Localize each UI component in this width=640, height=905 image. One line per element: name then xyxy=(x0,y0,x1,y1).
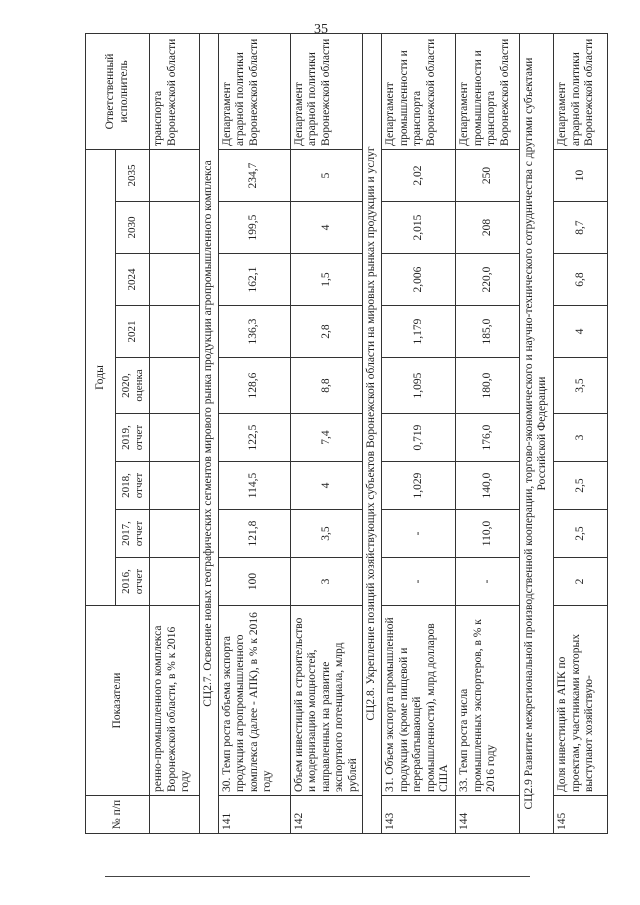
row-value: 122,5 xyxy=(218,414,290,462)
row-value: - xyxy=(381,510,455,558)
row-indicator: Доля инвестиций в АПК по проектам, участниками которых выступают хозяйствую- xyxy=(553,606,607,796)
header-year: 2016, отчет xyxy=(116,558,150,606)
header-year: 2020, оценка xyxy=(116,358,150,414)
row-value: 136,3 xyxy=(218,306,290,358)
row-value: 110,0 xyxy=(455,510,519,558)
row-responsible: Департамент аграрной политики Воронежской области xyxy=(290,34,363,150)
row-value: 3,5 xyxy=(553,358,607,414)
header-responsible: Ответственный исполнитель xyxy=(86,34,150,150)
row-responsible: Департамент аграрной политики Воронежской области xyxy=(553,34,607,150)
header-year: 2019, отчет xyxy=(116,414,150,462)
row-num: 141 xyxy=(218,796,290,834)
header-year: 2035 xyxy=(116,150,150,202)
page-number: 35 xyxy=(314,22,328,37)
row-value: 208 xyxy=(455,202,519,254)
row-indicator: 30. Темп роста объема экспорта продукции агропромышленного комплекса (далее - АПК), в % к 2016 году xyxy=(218,606,290,796)
header-year: 2030 xyxy=(116,202,150,254)
row-value: 5 xyxy=(290,150,363,202)
row-value xyxy=(150,306,200,358)
row-num: 145 xyxy=(553,796,607,834)
header-year: 2024 xyxy=(116,254,150,306)
row-value: - xyxy=(455,558,519,606)
row-indicator: Объем инвестиций в строительство и модернизацию мощностей, направленных на развитие экспортного потенциала, млрд рублей xyxy=(290,606,363,796)
row-value xyxy=(150,358,200,414)
table-row xyxy=(455,34,519,834)
row-indicator: 33. Темп роста числа промышленных экспортеров, в % к 2016 году xyxy=(455,606,519,796)
header-row-top xyxy=(86,34,116,834)
row-value: 2,02 xyxy=(381,150,455,202)
row-value: 3 xyxy=(290,558,363,606)
bottom-rule xyxy=(105,876,530,877)
row-value: 2,006 xyxy=(381,254,455,306)
row-responsible: Департамент промышленности и транспорта Воронежской области xyxy=(381,34,455,150)
rotated-table-frame xyxy=(85,34,595,834)
row-value: 220,0 xyxy=(455,254,519,306)
row-value: 2 xyxy=(553,558,607,606)
row-value: 4 xyxy=(290,202,363,254)
section-row xyxy=(363,34,382,834)
row-indicator: ренно-промышленного комплекса Воронежской области, в % к 2016 году xyxy=(150,606,200,796)
header-years: Годы xyxy=(86,150,116,606)
row-value: - xyxy=(381,558,455,606)
row-value: 7,4 xyxy=(290,414,363,462)
table-row xyxy=(150,34,200,834)
row-value xyxy=(150,462,200,510)
row-num xyxy=(150,796,200,834)
row-value: 140,0 xyxy=(455,462,519,510)
row-responsible: Департамент аграрной политики Воронежской области xyxy=(218,34,290,150)
table-row xyxy=(290,34,363,834)
row-num: 143 xyxy=(381,796,455,834)
table-row xyxy=(218,34,290,834)
row-value: 2,015 xyxy=(381,202,455,254)
row-value: 2,5 xyxy=(553,510,607,558)
row-value: 10 xyxy=(553,150,607,202)
header-year: 2021 xyxy=(116,306,150,358)
row-value: 1,029 xyxy=(381,462,455,510)
section-title: СЦ2.7. Освоение новых географических сегментов мирового рынка продукции агропромышленного комплекса xyxy=(200,34,219,834)
row-indicator: 31. Объем экспорта промышленной продукции (кроме пищевой и перерабатывающей промышленности), млрд долларов США xyxy=(381,606,455,796)
row-value: 1,095 xyxy=(381,358,455,414)
row-value xyxy=(150,150,200,202)
row-value: 114,5 xyxy=(218,462,290,510)
row-value: 8,7 xyxy=(553,202,607,254)
row-responsible: транспорта Воронежской области xyxy=(150,34,200,150)
section-title: СЦ2.9 Развитие межрегиональной производственной кооперации, торгово-экономического и научно-технического сотрудничества с другими субъектами Российской Федерации xyxy=(519,34,553,834)
row-value: 0,719 xyxy=(381,414,455,462)
row-value xyxy=(150,414,200,462)
table-row xyxy=(553,34,607,834)
section-row xyxy=(200,34,219,834)
row-value: 121,8 xyxy=(218,510,290,558)
section-row xyxy=(519,34,553,834)
row-value: 234,7 xyxy=(218,150,290,202)
row-value: 162,1 xyxy=(218,254,290,306)
row-value xyxy=(150,202,200,254)
row-value: 1,5 xyxy=(290,254,363,306)
table-row xyxy=(381,34,455,834)
row-value: 250 xyxy=(455,150,519,202)
row-value: 4 xyxy=(553,306,607,358)
row-responsible: Департамент промышленности и транспорта Воронежской области xyxy=(455,34,519,150)
row-num: 144 xyxy=(455,796,519,834)
row-value: 6,8 xyxy=(553,254,607,306)
row-value xyxy=(150,558,200,606)
row-value: 1,179 xyxy=(381,306,455,358)
row-value xyxy=(150,510,200,558)
row-value xyxy=(150,254,200,306)
row-value: 128,6 xyxy=(218,358,290,414)
row-num: 142 xyxy=(290,796,363,834)
header-indicators: Показатели xyxy=(86,606,150,796)
section-title: СЦ2.8. Укрепление позиций хозяйствующих субъектов Воронежской области на мировых рынках продукции и услуг xyxy=(363,34,382,834)
row-value: 100 xyxy=(218,558,290,606)
row-value: 2,5 xyxy=(553,462,607,510)
row-value: 4 xyxy=(290,462,363,510)
row-value: 185,0 xyxy=(455,306,519,358)
header-num: № п/п xyxy=(86,796,150,834)
indicators-table xyxy=(85,33,608,834)
row-value: 3 xyxy=(553,414,607,462)
row-value: 2,8 xyxy=(290,306,363,358)
header-year: 2018, отчет xyxy=(116,462,150,510)
header-year: 2017, отчет xyxy=(116,510,150,558)
row-value: 199,5 xyxy=(218,202,290,254)
row-value: 3,5 xyxy=(290,510,363,558)
row-value: 180,0 xyxy=(455,358,519,414)
row-value: 176,0 xyxy=(455,414,519,462)
row-value: 8,8 xyxy=(290,358,363,414)
